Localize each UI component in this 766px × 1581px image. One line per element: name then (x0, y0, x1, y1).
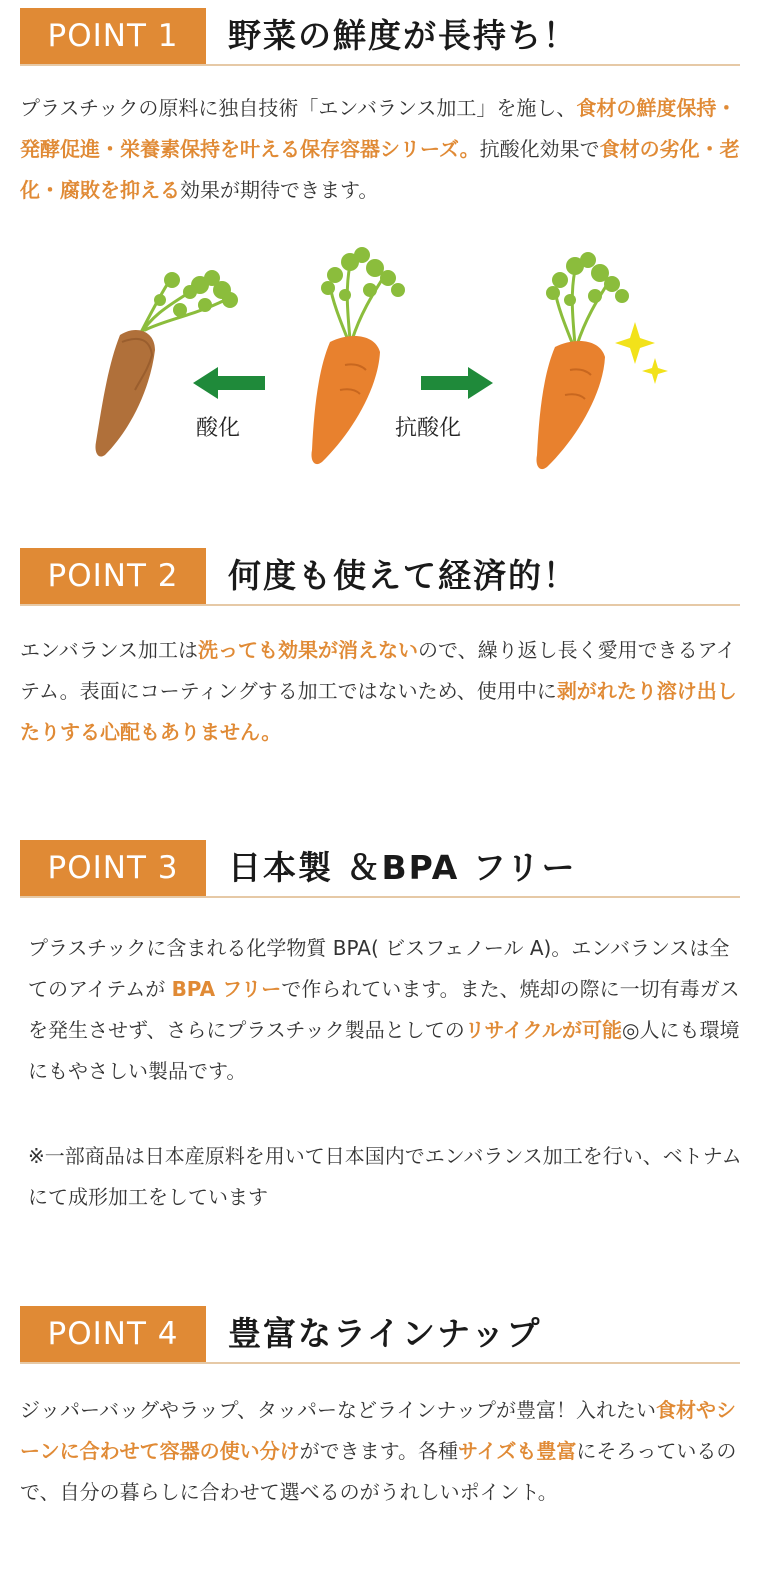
text-run: プラスチックに含まれる化学物質 BPA( ビスフェノール A)。エンバランスは全てのアイテムが (28, 936, 730, 1001)
point-1-divider (20, 64, 740, 66)
point-4-header (0, 1306, 766, 1364)
carrot-oxidation-illustration (0, 230, 766, 490)
highlight-run: 食材の劣化・老化・腐敗を抑える (20, 137, 740, 202)
text-run: ができます。各種 (299, 1439, 459, 1463)
point-2-title: 何度も使えて経済的！ (228, 556, 578, 595)
point-3-divider (20, 896, 740, 898)
point-2-badge: POINT 2 (20, 548, 206, 604)
highlight-run: リサイクルが可能 (464, 1018, 623, 1042)
point-1-header (0, 8, 766, 66)
highlight-run: 剥がれたり溶け出したりする心配もありません。 (20, 679, 737, 744)
point-3-section (0, 840, 766, 898)
point-1-section (0, 8, 766, 66)
text-run: ジッパーバッグやラップ、タッパーなどラインナップが豊富！入れたい (20, 1398, 656, 1422)
text-run: ◎人にも環境にもやさしい製品です。 (28, 1018, 740, 1083)
text-run: で作られています。また、焼却の際に一切有毒ガスを発生させず、さらにプラスチック製品としての (28, 977, 740, 1042)
point-3-paragraph (28, 928, 742, 1092)
text-run: にそろっているので、自分の暮らしに合わせて選べるのがうれしいポイント。 (20, 1439, 737, 1504)
left-arrow-icon (193, 367, 265, 399)
oxidation-label: 酸化 (196, 416, 241, 441)
point-3-badge: POINT 3 (20, 840, 206, 896)
point-2-divider (20, 604, 740, 606)
sparkle-icon (615, 322, 668, 384)
highlight-run: 食材やシーンに合わせて容器の使い分け (20, 1398, 736, 1463)
highlight-run: サイズも豊富 (458, 1439, 577, 1463)
text-run: 効果が期待できます。 (180, 178, 379, 202)
point-4-title: 豊富なラインナップ (228, 1314, 542, 1353)
text-run: プラスチックの原料に独自技術「エンバランス加工」を施し、 (20, 96, 577, 120)
right-arrow-icon (421, 367, 493, 399)
text-run: エンバランス加工は (20, 638, 198, 662)
point-1-paragraph (20, 88, 742, 211)
highlight-run: 洗っても効果が消えない (198, 638, 418, 662)
point-4-section (0, 1306, 766, 1364)
point-1-badge: POINT 1 (20, 8, 206, 64)
point-1-title: 野菜の鮮度が長持ち！ (228, 16, 578, 55)
text-run: 抗酸化効果で (479, 137, 600, 161)
fresh-carrot-icon (311, 247, 405, 464)
highlight-run: BPA フリー (171, 977, 282, 1001)
highlight-run: 食材の鮮度保持・発酵促進・栄養素保持を叶える保存容器シリーズ。 (20, 96, 737, 161)
point-4-paragraph (20, 1390, 742, 1513)
anti-oxidation-label: 抗酸化 (395, 416, 462, 441)
point-2-section (0, 548, 766, 606)
text-run: ので、繰り返し長く愛用できるアイテム。表面にコーティングする加工ではないため、使用中に (20, 638, 736, 703)
point-3-note: ※一部商品は日本産原料を用いて日本国内でエンバランス加工を行い、ベトナムにて成形加工をしています (28, 1144, 742, 1209)
point-2-header (0, 548, 766, 606)
point-3-title: 日本製 ＆BPA フリー (228, 848, 577, 887)
point-4-badge: POINT 4 (20, 1306, 206, 1362)
point-4-divider (20, 1362, 740, 1364)
point-2-paragraph (20, 630, 742, 753)
point-3-header (0, 840, 766, 898)
carrot-illustration-svg (0, 230, 766, 490)
shining-carrot-icon (536, 252, 629, 469)
